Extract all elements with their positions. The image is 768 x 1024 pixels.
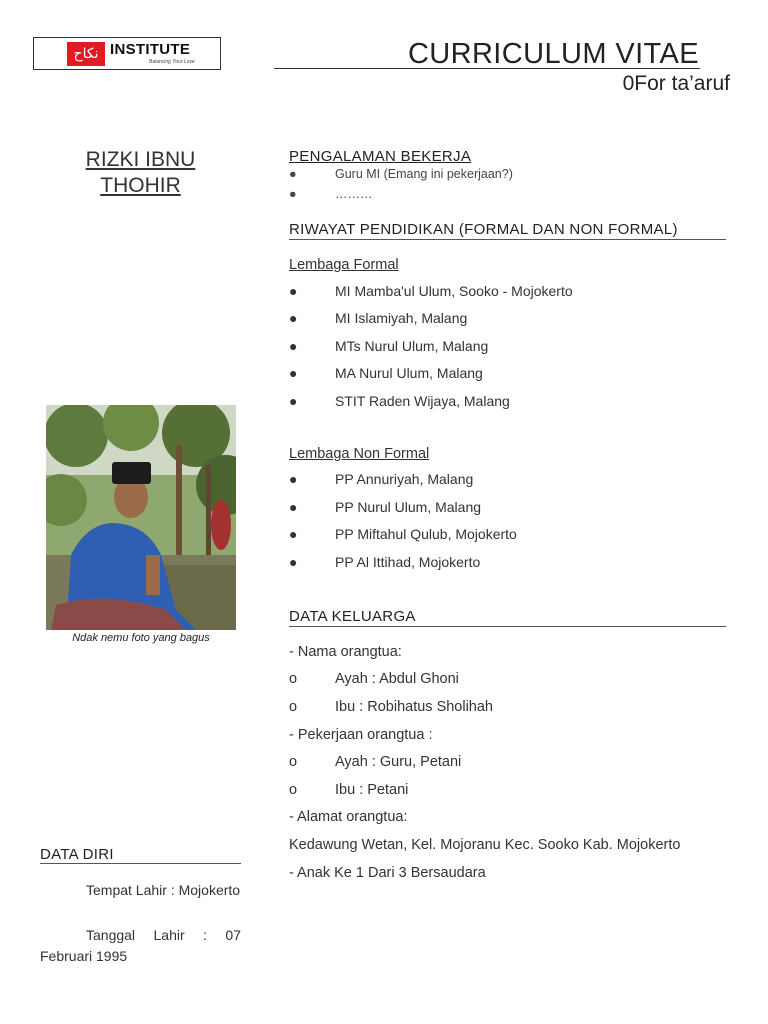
pekerjaan-orangtua-label: - Pekerjaan orangtua : <box>289 727 433 743</box>
keluarga-heading: DATA KELUARGA <box>289 608 416 625</box>
birthdate-row <box>40 925 241 967</box>
birthplace-row <box>40 880 241 901</box>
ayah-name: Ayah : Abdul Ghoni <box>335 671 459 687</box>
bullet-icon: ● <box>289 187 297 201</box>
birthplace-label: Tempat Lahir <box>86 882 167 898</box>
riwayat-heading: RIWAYAT PENDIDIKAN (FORMAL DAN NON FORMAL) <box>289 221 678 238</box>
nonformal-heading: Lembaga Non Formal <box>289 446 430 462</box>
bullet-icon: ● <box>289 499 298 515</box>
circle-bullet-icon: o <box>289 699 298 715</box>
photo-caption: Ndak nemu foto yang bagus <box>72 632 210 644</box>
ayah-job: Ayah : Guru, Petani <box>335 754 462 770</box>
keluarga-rule <box>289 626 726 627</box>
page-subtitle: 0For ta’aruf <box>622 72 730 95</box>
bullet-icon: ● <box>289 283 298 299</box>
birthdate-value: 07 Februari 1995 <box>40 927 241 964</box>
nama-orangtua-label: - Nama orangtua: <box>289 644 402 660</box>
birthplace-value: Mojokerto <box>178 882 241 898</box>
birthdate-label: Tanggal Lahir <box>86 927 185 943</box>
data-diri-rule <box>40 863 241 864</box>
bullet-icon: ● <box>289 554 298 570</box>
anak-ke: - Anak Ke 1 Dari 3 Bersaudara <box>289 865 486 881</box>
ibu-job: Ibu : Petani <box>335 782 409 798</box>
alamat-orangtua: Kedawung Wetan, Kel. Mojoranu Kec. Sooko Kab. Mojokerto <box>289 837 681 853</box>
bullet-icon: ● <box>289 310 298 326</box>
formal-heading: Lembaga Formal <box>289 257 399 273</box>
institute-logo <box>33 37 221 70</box>
bullet-icon: ● <box>289 471 298 487</box>
circle-bullet-icon: o <box>289 754 298 770</box>
page-title: CURRICULUM VITAE <box>407 38 699 70</box>
birthdate-sep: : <box>203 927 207 943</box>
logo-mark: نكاح <box>67 42 105 66</box>
profile-photo <box>46 405 236 630</box>
person-name <box>40 147 241 199</box>
pengalaman-heading: PENGALAMAN BEKERJA <box>289 148 472 165</box>
circle-bullet-icon: o <box>289 671 298 687</box>
bullet-icon: ● <box>289 526 298 542</box>
bullet-icon: ● <box>289 338 298 354</box>
birthplace-sep: : <box>170 882 175 898</box>
alamat-orangtua-label: - Alamat orangtua: <box>289 809 408 825</box>
bullet-icon: ● <box>289 393 298 409</box>
circle-bullet-icon: o <box>289 782 298 798</box>
bullet-icon: ● <box>289 365 298 381</box>
person-name-line1: RIZKI IBNU <box>85 148 196 171</box>
ibu-name: Ibu : Robihatus Sholihah <box>335 699 493 715</box>
logo-tagline: Balancing Your Love <box>149 59 195 65</box>
riwayat-rule <box>289 239 726 240</box>
person-name-line2: THOHIR <box>100 174 181 197</box>
bullet-icon: ● <box>289 167 297 181</box>
logo-name: INSTITUTE <box>110 41 191 58</box>
data-diri-heading: DATA DIRI <box>40 846 114 863</box>
